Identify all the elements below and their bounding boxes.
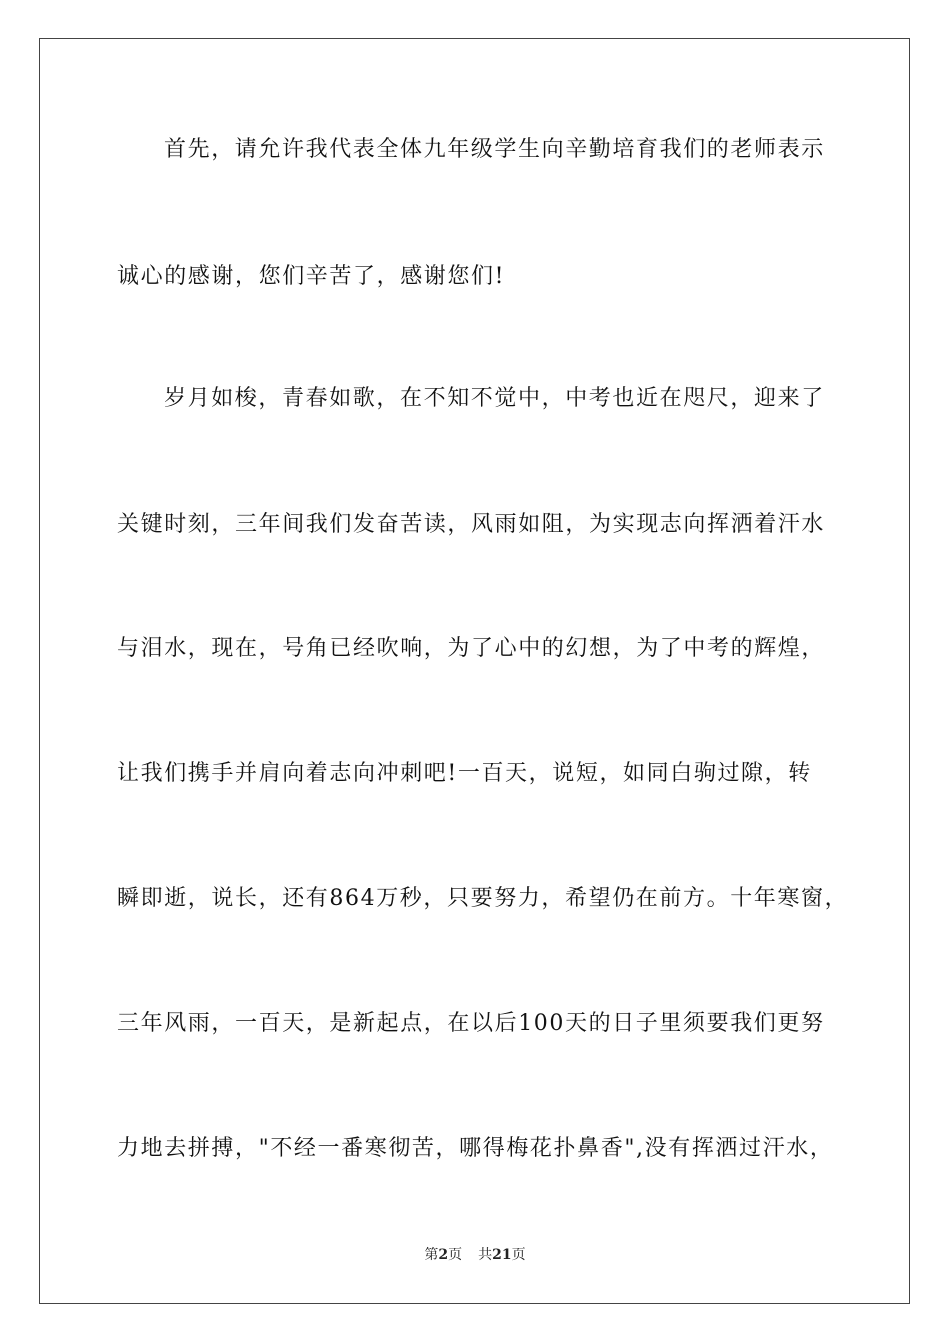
paragraph-2-line-6: 三年风雨，一百天，是新起点，在以后100天的日子里须要我们更努 — [117, 1011, 825, 1036]
paragraph-2-line-3: 与泪水，现在，号角已经吹响，为了心中的幻想，为了中考的辉煌， — [117, 636, 826, 661]
page-footer — [0, 1246, 950, 1264]
paragraph-2-line-7: 力地去拼搏，"不经一番寒彻苦，哪得梅花扑鼻香",没有挥洒过汗水， — [117, 1136, 834, 1161]
paragraph-2-line-1: 岁月如梭，青春如歌，在不知不觉中，中考也近在咫尺，迎来了 — [164, 386, 825, 411]
footer-page-suffix: 页 — [448, 1247, 463, 1263]
footer-total-number: 21 — [492, 1247, 512, 1263]
paragraph-2-line-4: 让我们携手并肩向着志向冲刺吧!一百天，说短，如同白驹过隙，转 — [117, 761, 812, 786]
footer-total-suffix: 页 — [511, 1247, 526, 1263]
footer-page-prefix: 第 — [424, 1247, 439, 1263]
footer-page-number: 2 — [438, 1247, 449, 1263]
paragraph-1-line-1: 首先，请允许我代表全体九年级学生向辛勤培育我们的老师表示 — [164, 137, 825, 162]
paragraph-2-line-5: 瞬即逝，说长，还有864万秒，只要努力，希望仍在前方。十年寒窗， — [117, 886, 849, 911]
page-frame — [39, 38, 910, 1304]
paragraph-1-line-2: 诚心的感谢，您们辛苦了，感谢您们! — [117, 264, 506, 289]
paragraph-2-line-2: 关键时刻，三年间我们发奋苦读，风雨如阻，为实现志向挥洒着汗水 — [117, 512, 826, 537]
footer-total-prefix: 共 — [478, 1247, 493, 1263]
